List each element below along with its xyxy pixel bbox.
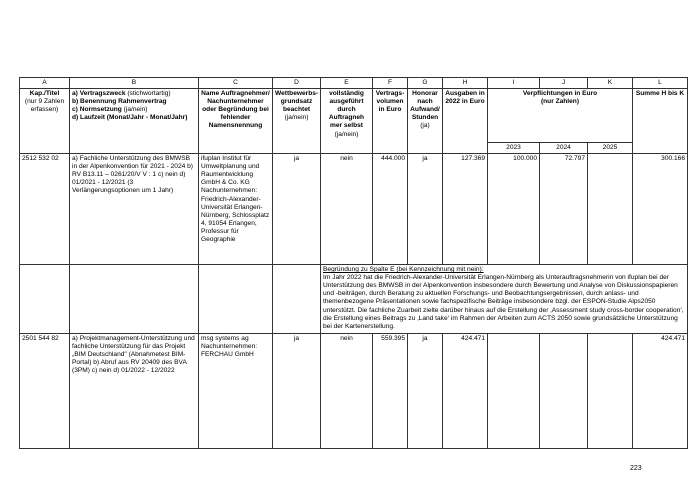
page-number: 223	[630, 465, 642, 472]
header-expenses-2022: Ausgaben in 2022 in Euro	[443, 89, 488, 154]
contractor-cell: ifuplan Institut für Umweltplanung und Raumentwicklung GmbH & Co. KG Nachunternehmen: Friedrich-Alexander-Universität Erlangen-Nürnberg, Schlossplatz 4, 91054 Erlangen, Professur für Geographie	[199, 154, 273, 265]
column-letter: A	[20, 78, 70, 89]
expenses-2022-cell: 127.369	[443, 154, 488, 265]
header-kap-note: (nur 9 Zahlen erfassen)	[24, 98, 65, 114]
sum-cell: 424.471	[633, 334, 688, 449]
volume-cell: 444.000	[373, 154, 408, 265]
column-letter: K	[588, 78, 633, 89]
header-contractor: Name Auftragnehmer/ Nachunternehmer oder Begründung bei fehlender Namensnennung	[199, 89, 273, 154]
header-row	[20, 89, 688, 143]
empty-cell	[20, 265, 70, 334]
header-competition	[273, 89, 321, 154]
sum-cell: 300.166	[633, 154, 688, 265]
header-purpose-b: b) Benennung Rahmenvertrag	[72, 98, 167, 106]
table-row	[20, 334, 688, 449]
commitment-2025-cell	[588, 154, 633, 265]
header-self-executed	[321, 89, 373, 154]
kap-title-cell: 2501 544 82	[20, 334, 70, 449]
header-commitments-note: (nur Zahlen)	[540, 98, 580, 106]
justification-title: Begründung zu Spalte E (bei Kennzeichnung mit nein):	[323, 266, 484, 274]
column-letter-row	[20, 78, 688, 89]
header-sum: Summe H bis K	[633, 89, 688, 154]
header-competition-title: Wettbewerbs-grundsatz beachtet	[275, 90, 319, 114]
commitment-2024-cell: 72.797	[540, 154, 588, 265]
column-letter: I	[488, 78, 540, 89]
header-kap-title: Kap./Titel	[29, 90, 60, 98]
column-letter: B	[70, 78, 199, 89]
commitment-2023-cell	[488, 334, 540, 449]
header-hourly-title: Honorar nach Aufwand/ Stunden	[410, 90, 440, 122]
purpose-cell: a) Fachliche Unterstützung des BMWSB in der Alpenkonvention für 2021 - 2024 b) RV B13.11 – 0261/20/V V : 1 c) nein d) 01/2021 - 12/2021 (3 Verlängerungsoptionen um 1 Jahr)	[70, 154, 199, 265]
column-letter: H	[443, 78, 488, 89]
kap-title-cell: 2512 532 02	[20, 154, 70, 265]
purpose-cell: a) Projektmanagement-Unterstützung und fachliche Unterstützung für das Projekt „BIM Deutschland" (Abnahmetest BIM-Portal) b) Abruf aus RV 20409 des BVA (3PM) c) nein d) 01/2022 - 12/2022	[70, 334, 199, 449]
column-letter: E	[321, 78, 373, 89]
empty-cell	[70, 265, 199, 334]
empty-cell	[199, 265, 273, 334]
header-purpose-c: c) Normsetzung	[72, 106, 122, 114]
commitment-2025-cell	[588, 334, 633, 449]
column-letter: D	[273, 78, 321, 89]
justification-cell	[321, 265, 688, 334]
header-purpose-c-note: (ja/nein)	[123, 106, 148, 114]
header-kap	[20, 89, 70, 154]
header-volume: Vertrags-volumen in Euro	[373, 89, 408, 154]
header-purpose-d: d) Laufzeit (Monat/Jahr - Monat/Jahr)	[72, 114, 188, 122]
contractor-cell: msg systems ag Nachunternehmen: FERCHAU GmbH	[199, 334, 273, 449]
header-purpose	[70, 89, 199, 154]
header-purpose-a-note: (stichwortartig)	[127, 90, 171, 98]
hourly-cell: ja	[408, 154, 443, 265]
column-letter: F	[373, 78, 408, 89]
contracts-table	[19, 77, 688, 449]
year-2024: 2024	[540, 143, 588, 154]
commitment-2023-cell: 100.000	[488, 154, 540, 265]
header-commitments	[488, 89, 633, 143]
hourly-cell: ja	[408, 334, 443, 449]
header-commitments-title: Verpflichtungen in Euro	[522, 90, 598, 98]
header-purpose-a: a) Vertragszweck	[72, 90, 126, 98]
justification-text: Im Jahr 2022 hat die Friedrich-Alexander-Universität Erlangen-Nürnberg als Unterauftragsnehmerin von ifuplan bei der Unterstützung des BMWSB in der Alpenkonvention insbesondere durch Bewertung und Analyse von Diskussionspapieren und -beiträgen, durch Beratung zu aktuellen Forschungs- und Beobachtungsergebnissen, durch anlass- und themenbezogene Präsentationen sowie fachspezifische Beiträge insbesondere bzgl. der ESPON-Studie Alps2050 unterstützt. Die fachliche Zuarbeit zielte darüber hinaus auf die Erstellung der ‚Assessment study cross-border cooperation‘, die Erstellung eines Beitrags zu ‚Land take‘ im Rahmen der Arbeiten zum ACTS 2050 sowie grundsätzliche Unterstützung bei der Kartenerstellung.	[323, 274, 684, 330]
justification-row	[20, 265, 688, 334]
expenses-2022-cell: 424.471	[443, 334, 488, 449]
header-self-executed-note: (ja/nein)	[334, 130, 359, 138]
empty-cell	[273, 265, 321, 334]
header-hourly-note: (ja)	[420, 122, 430, 130]
competition-cell: ja	[273, 154, 321, 265]
column-letter: G	[408, 78, 443, 89]
column-letter: J	[540, 78, 588, 89]
header-hourly	[408, 89, 443, 154]
column-letter: L	[633, 78, 688, 89]
self-executed-cell: nein	[321, 334, 373, 449]
year-2025: 2025	[588, 143, 633, 154]
competition-cell: ja	[273, 334, 321, 449]
header-self-executed-title: vollständig ausgeführt durch Auftragneh mer selbst	[328, 90, 365, 130]
table-row	[20, 154, 688, 265]
volume-cell: 559.395	[373, 334, 408, 449]
header-competition-note: (ja/nein)	[284, 114, 309, 122]
column-letter: C	[199, 78, 273, 89]
commitment-2024-cell	[540, 334, 588, 449]
self-executed-cell: nein	[321, 154, 373, 265]
year-2023: 2023	[488, 143, 540, 154]
